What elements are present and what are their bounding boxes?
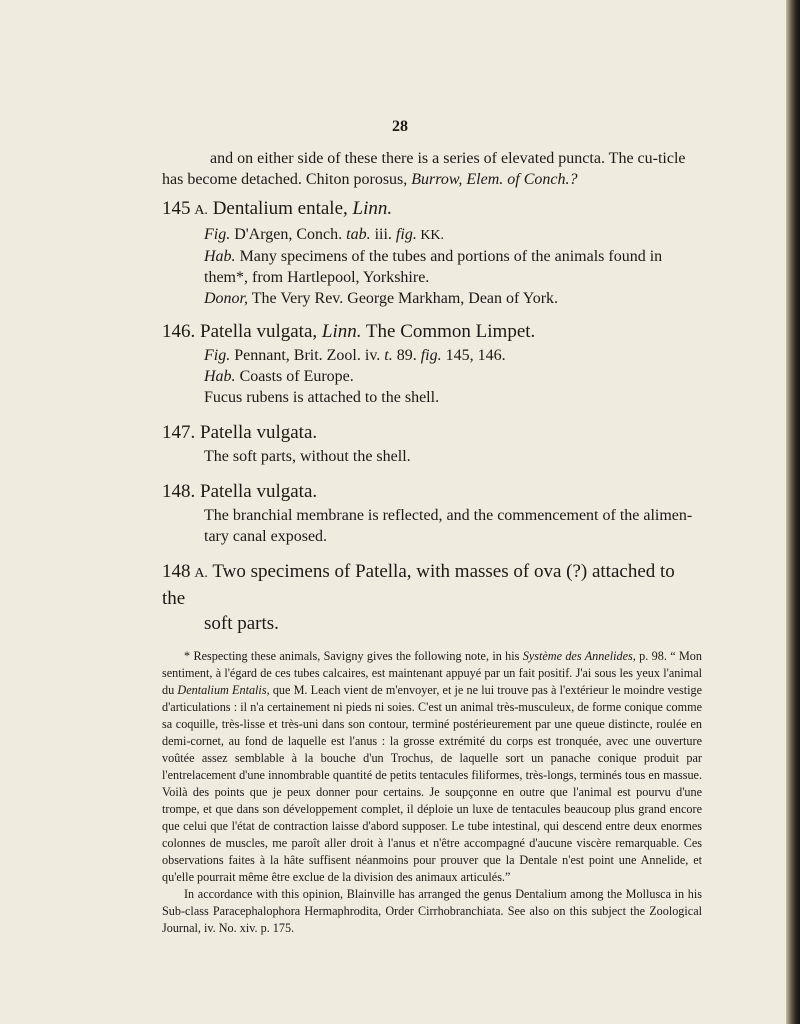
entry-148 [162, 479, 702, 547]
entry-suffix: A. [194, 203, 208, 218]
species-authority: Linn. [352, 198, 393, 219]
fig-89: 89. [392, 347, 421, 364]
fig-label: Fig. [204, 347, 231, 364]
fig-tab: tab. [346, 226, 371, 243]
entry-147 [162, 420, 702, 467]
entry-148-text: The branchial membrane is reflected, and the commencement of the alimen-tary canal exposed. [204, 507, 693, 545]
species-name: Patella vulgata, [195, 321, 322, 342]
fig-nums: 145, 146. [441, 347, 506, 364]
fig-t: t. [384, 347, 393, 364]
page-edge-shadow [786, 0, 800, 1024]
entry-145a [162, 196, 702, 309]
entry-number: 145 [162, 198, 191, 219]
page-number: 28 [392, 118, 408, 135]
entry-148-heading [162, 479, 702, 505]
common-name: The Common Limpet. [361, 321, 536, 342]
entry-147-heading [162, 420, 702, 446]
entry-146-note: Fucus rubens is attached to the shell. [204, 389, 440, 406]
fig-tab-num: iii. [370, 226, 396, 243]
fig-fig: fig. [395, 226, 417, 243]
footnote [162, 648, 702, 937]
entry-148a-line2: soft parts. [204, 613, 279, 634]
entry-number: 147. [162, 422, 196, 443]
entry-148a [162, 559, 702, 636]
fig-label: Fig. [204, 226, 231, 243]
lead-text: and on either side of these there is a series of elevated puncta. The cu-ticle has become detached. Chiton porosus, [162, 150, 686, 188]
footnote-text-a: * Respecting these animals, Savigny gives the following note, in his [184, 649, 523, 663]
footnote-paragraph-2: In accordance with this opinion, Blainville has arranged the genus Dentalium among the Mollusca in his Sub-class Paracephalophora Hermaphrodita, Order Cirrhobranchiata. See also on this subject the Zoological Journal, iv. No. xiv. p. 175. [162, 887, 702, 935]
entry-145a-donor [204, 288, 702, 309]
donor-text: The Very Rev. George Markham, Dean of York. [248, 290, 559, 307]
entry-number: 146. [162, 321, 196, 342]
footnote-italic-1: Système des Annelides, [522, 649, 636, 663]
fig-kk: KK. [416, 228, 445, 243]
lead-paragraph [162, 148, 702, 190]
entry-147-text: The soft parts, without the shell. [204, 448, 411, 465]
entry-145a-heading [162, 196, 702, 224]
hab-text: Coasts of Europe. [235, 368, 354, 385]
entry-suffix: A. [194, 566, 208, 581]
fig-text: Pennant, Brit. Zool. iv. [230, 347, 385, 364]
species-name: Dentalium entale, [212, 198, 353, 219]
species-name: Patella vulgata. [195, 422, 318, 443]
fig-fig: fig. [420, 347, 442, 364]
entry-145a-fig [204, 224, 702, 246]
hab-label: Hab. [204, 368, 236, 385]
entry-146-hab [204, 366, 702, 387]
entry-146 [162, 319, 702, 408]
footnote-text-b: p. 98. “ Mon sentiment, à l'égard de ces tubes calcaires, est maintenant appuyé par un fait positif. J'ai sous les yeux l'animal du [162, 649, 702, 697]
footnote-italic-2: Dentalium Entalis, [177, 683, 270, 697]
footnote-paragraph-1 [162, 648, 702, 886]
entry-148a-heading [162, 559, 702, 636]
entry-146-heading [162, 319, 702, 345]
page-content [162, 148, 702, 937]
footnote-text-c: que M. Leach vient de m'envoyer, et je ne lui trouve pas à l'extérieur le moindre vestige d'articulations : il n'a certainement ni pieds ni soies. C'est un animal très-musculeux, de forme conique comme sa coquille, très-lisse et très-uni dans son contour, terminé postérieurement par une queue distincte, roulée en demi-cornet, au fond de laquelle est l'anus : la grosse extrémité du corps est tronquée, avec une ouverture voûtée assez semblable à la bouche d'un Trochus, de laquelle sort un panache conique produit par l'entrelacement d'une innombrable quantité de petits tentacules filiformes, très-longs, terminés tous en massue. Voilà des points que je peux donner pour certains. Je soupçonne en outre que l'animal est pourvu d'une trompe, et que dans son développement complet, il déploie un luxe de tentacules beaucoup plus grand encore que celui que l'état de contraction laisse d'abord supposer. Le tube intestinal, qui descend entre deux enormes colonnes de muscles, me paroît aller droit à l'anus et n'être accompagné d'aucune viscère remarquable. Ces observations faites à la hâte suffisent néanmoins pour prouver que la Dentale n'est point une Annelide, et qu'elle pourrait même être exclue de la division des animaux articulés.” [162, 683, 703, 884]
entry-number: 148. [162, 481, 196, 502]
donor-label: Donor, [204, 290, 249, 307]
lead-citation: Burrow, Elem. of Conch.? [411, 171, 578, 188]
species-name: Patella vulgata. [195, 481, 318, 502]
fig-text: D'Argen, Conch. [230, 226, 347, 243]
entry-number: 148 [162, 561, 191, 582]
entry-145a-hab [204, 246, 702, 288]
entry-146-fig [204, 345, 702, 366]
entry-148a-line1: Two specimens of Patella, with masses of ova (?) attached to the [162, 561, 675, 609]
hab-text: Many specimens of the tubes and portions of the animals found in them*, from Hartlepool, Yorkshire. [204, 248, 663, 286]
hab-label: Hab. [204, 248, 236, 265]
species-authority: Linn. [321, 321, 362, 342]
